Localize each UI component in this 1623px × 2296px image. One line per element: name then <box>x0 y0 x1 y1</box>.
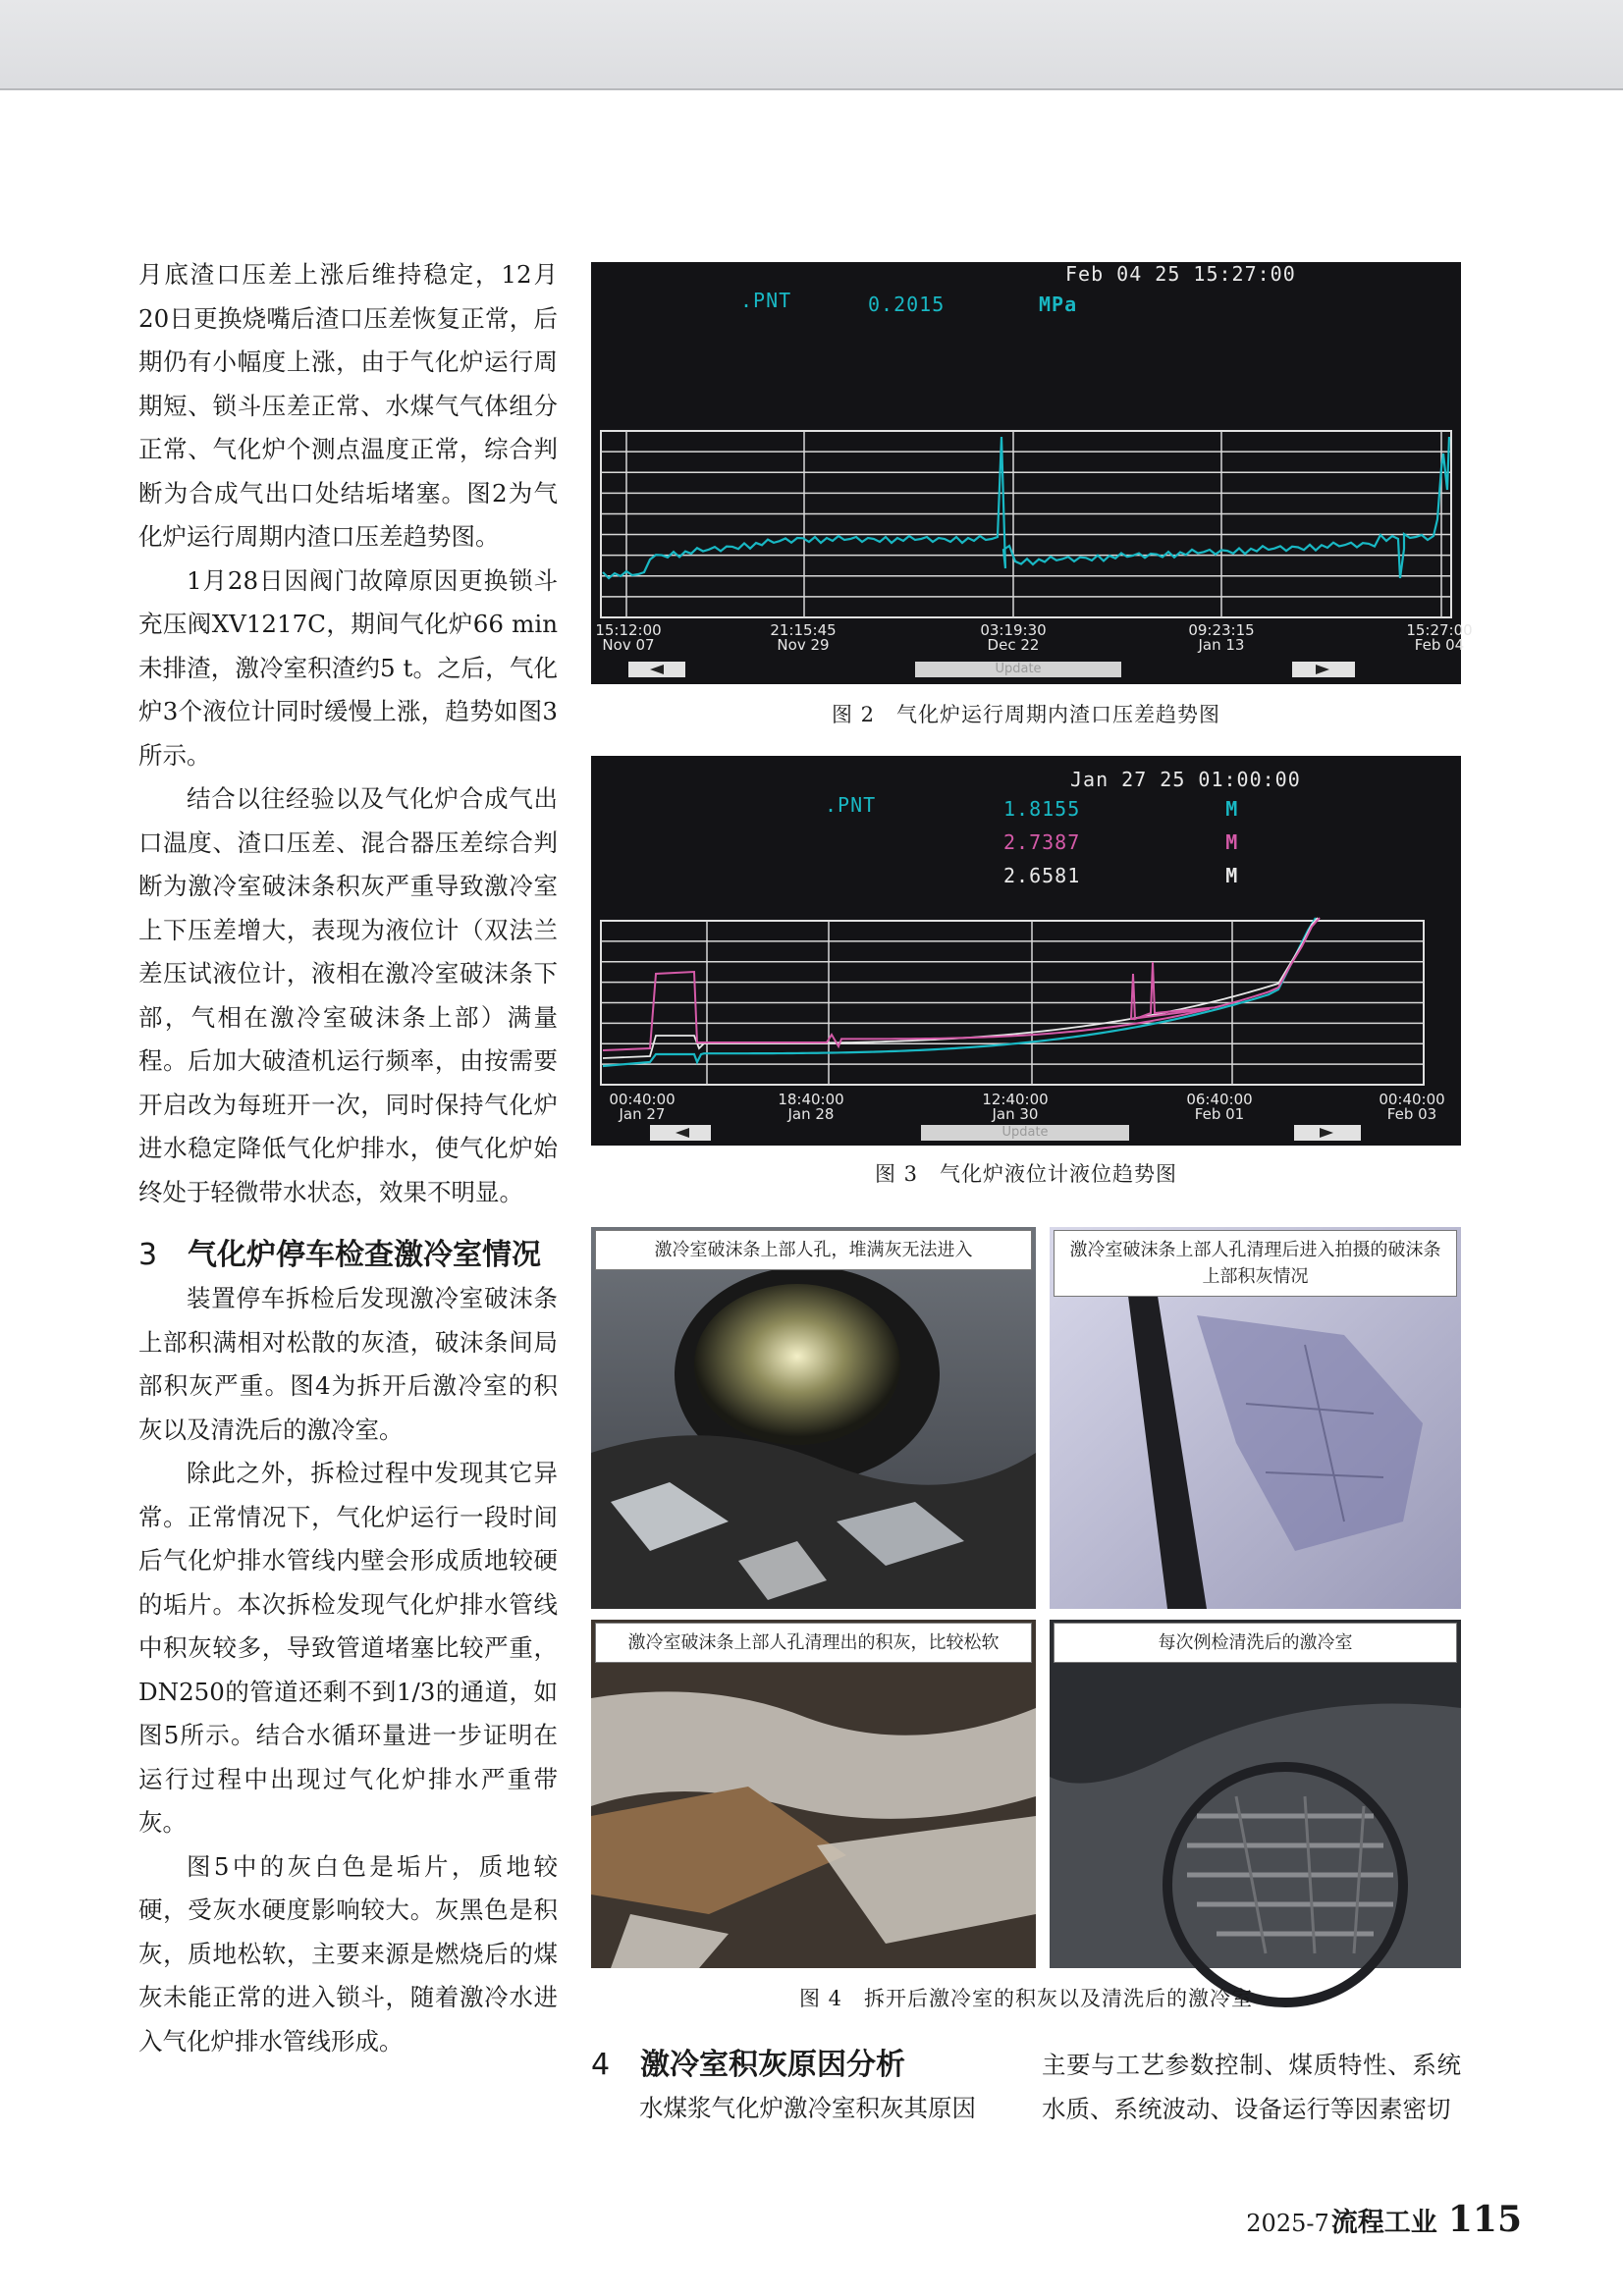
right-arrow-icon <box>1294 1125 1361 1141</box>
x-tick-label: 00:40:00 Jan 27 <box>609 1091 676 1123</box>
x-tick-label: 03:19:30 Dec 22 <box>980 621 1047 654</box>
viewer-toolbar-bar <box>0 0 1623 90</box>
paragraph: 主要与工艺参数控制、煤质特性、系统水质、系统波动、设备运行等因素密切 <box>1042 2051 1461 2123</box>
fig2-scroll-left-button[interactable] <box>628 662 685 677</box>
photo-demister-ash-closeup <box>1050 1227 1461 1609</box>
paragraph: 1月28日因阀门故障原因更换锁斗充压阀XV1217C，期间气化炉66 min未排渣，激冷室积渣约5 t。之后，气化炉3个液位计同时缓慢上涨，趋势如图3所示。 <box>138 565 558 770</box>
section4-right <box>1042 2044 1461 2131</box>
section-3-heading <box>138 1234 558 1277</box>
section-title: 气化炉停车检查激冷室情况 <box>188 1238 541 1272</box>
fig3-trend-screen <box>591 756 1461 1146</box>
fig3-value: 1.8155 <box>1003 797 1081 821</box>
photo-cleaned-quench-chamber <box>1050 1620 1461 1968</box>
x-tick-label: 12:40:00 Jan 30 <box>982 1091 1049 1123</box>
photo-label: 激冷室破沫条上部人孔清理出的积灰，比较松软 <box>595 1623 1032 1663</box>
right-arrow-icon <box>1292 662 1355 677</box>
paragraph: 结合以往经验以及气化炉合成气出口温度、渣口压差、混合器压差综合判断为激冷室破沫条积灰严重导致激冷室上下压差增大，表现为液位计（双法兰差压试液位计，液相在激冷室破沫条下部，气相在激冷室破沫条上部）满量程。后加大破渣机运行频率，由按需要开启改为每班开一次，同时保持气化炉进水稳定降低气化炉排水，使气化炉始终处于轻微带水状态，效果不明显。 <box>138 784 558 1206</box>
paragraph: 水煤浆气化炉激冷室积灰其原因 <box>639 2094 976 2122</box>
photo-label: 激冷室破沫条上部人孔清理后进入拍摄的破沫条上部积灰情况 <box>1054 1230 1457 1297</box>
paragraph: 除此之外，拆检过程中发现其它异常。正常情况下，气化炉运行一段时间后气化炉排水管线内壁会形成质地较硬的垢片。本次拆检发现气化炉排水管线中积灰较多，导致管道堵塞比较严重，DN250的管道还剩不到1/3的通道，如图5所示。结合水循环量进一步证明在运行过程中出现过气化炉排水严重带灰。 <box>138 1459 558 1837</box>
fig3-value: 2.7387 <box>1003 830 1081 854</box>
x-tick-label: 18:40:00 Jan 28 <box>778 1091 844 1123</box>
manhole-photo-illustration <box>591 1227 1036 1609</box>
photo-label: 每次例检清洗后的激冷室 <box>1054 1623 1457 1663</box>
fig2-plot-frame <box>601 431 1451 617</box>
x-tick-label: 06:40:00 Feb 01 <box>1186 1091 1253 1123</box>
fig2-unit: MPa <box>1039 293 1078 316</box>
photo-label: 激冷室破沫条上部人孔，堆满灰无法进入 <box>595 1230 1032 1270</box>
photo-manhole-blocked <box>591 1227 1036 1609</box>
fig3-datetime: Jan 27 25 01:00:00 <box>1070 768 1301 791</box>
fig3-scroll-left-button[interactable] <box>650 1125 711 1141</box>
fig2-tag: .PNT <box>740 289 792 312</box>
left-column <box>138 253 558 2063</box>
fig3-scroll-right-button[interactable] <box>1294 1125 1361 1141</box>
fig2-caption: 图 2 气化炉运行周期内渣口压差趋势图 <box>831 703 1221 726</box>
page-number: 115 <box>1447 2199 1522 2240</box>
fig2-trend-screen <box>591 262 1473 684</box>
x-tick-label: 15:12:00 Nov 07 <box>595 621 662 654</box>
x-tick-label: 21:15:45 Nov 29 <box>770 621 837 654</box>
fig2-value: 0.2015 <box>868 293 946 316</box>
x-tick-label: 00:40:00 Feb 03 <box>1379 1091 1445 1123</box>
chamber-photo-illustration <box>1050 1620 1461 1968</box>
issue-number: 2025-7 <box>1246 2210 1329 2237</box>
fig2-scroll-right-button[interactable] <box>1292 662 1355 677</box>
fig3-value: 2.6581 <box>1003 864 1081 887</box>
left-arrow-icon <box>650 1125 711 1141</box>
photo-removed-ash <box>591 1620 1036 1968</box>
section-title: 激冷室积灰原因分析 <box>640 2048 905 2082</box>
section-4-heading <box>591 2044 1010 2087</box>
fig3-series-line-pink <box>603 918 1320 1050</box>
left-arrow-icon <box>628 662 685 677</box>
fig3-plot <box>591 756 1461 1146</box>
fig3-caption: 图 3 气化炉液位计液位趋势图 <box>874 1162 1178 1186</box>
fig3-unit: M <box>1225 797 1239 821</box>
paragraph: 月底渣口压差上涨后维持稳定，12月20日更换烧嘴后渣口压差恢复正常，后期仍有小幅度上涨，由于气化炉运行周期短、锁斗压差正常、水煤气气体组分正常、气化炉个测点温度正常，综合判断为合成气出口处结垢堵塞。图2为气化炉运行周期内渣口压差趋势图。 <box>138 260 558 551</box>
ash-photo-illustration <box>591 1620 1036 1968</box>
fig3-unit: M <box>1225 830 1239 854</box>
fig3-unit: M <box>1225 864 1239 887</box>
journal-name: 流程工业 <box>1330 2208 1437 2238</box>
section4-left <box>591 2044 1010 2131</box>
fig4-caption: 图 4 拆开后激冷室的积灰以及清洗后的激冷室 <box>798 1987 1254 2010</box>
page-footer <box>1246 2199 1522 2240</box>
fig2-series-line <box>603 437 1449 578</box>
x-tick-label: 15:27:00 Feb 04 <box>1406 621 1473 654</box>
fig2-datetime: Feb 04 25 15:27:00 <box>1065 262 1296 286</box>
section-number: 3 <box>138 1238 158 1272</box>
x-tick-label: 09:23:15 Jan 13 <box>1188 621 1255 654</box>
fig3-tag: .PNT <box>825 793 877 817</box>
paragraph: 装置停车拆检后发现激冷室破沫条上部积满相对松散的灰渣，破沫条间局部积灰严重。图4为拆开后激冷室的积灰以及清洗后的激冷室。 <box>138 1284 558 1444</box>
paragraph: 图5中的灰白色是垢片，质地较硬，受灰水硬度影响较大。灰黑色是积灰，质地松软，主要来源是燃烧后的煤灰未能正常的进入锁斗，随着激冷水进入气化炉排水管线形成。 <box>138 1851 558 2056</box>
fig3-update-button[interactable]: Update <box>921 1125 1129 1141</box>
section-number: 4 <box>591 2048 611 2082</box>
fig2-update-button[interactable]: Update <box>915 662 1121 677</box>
